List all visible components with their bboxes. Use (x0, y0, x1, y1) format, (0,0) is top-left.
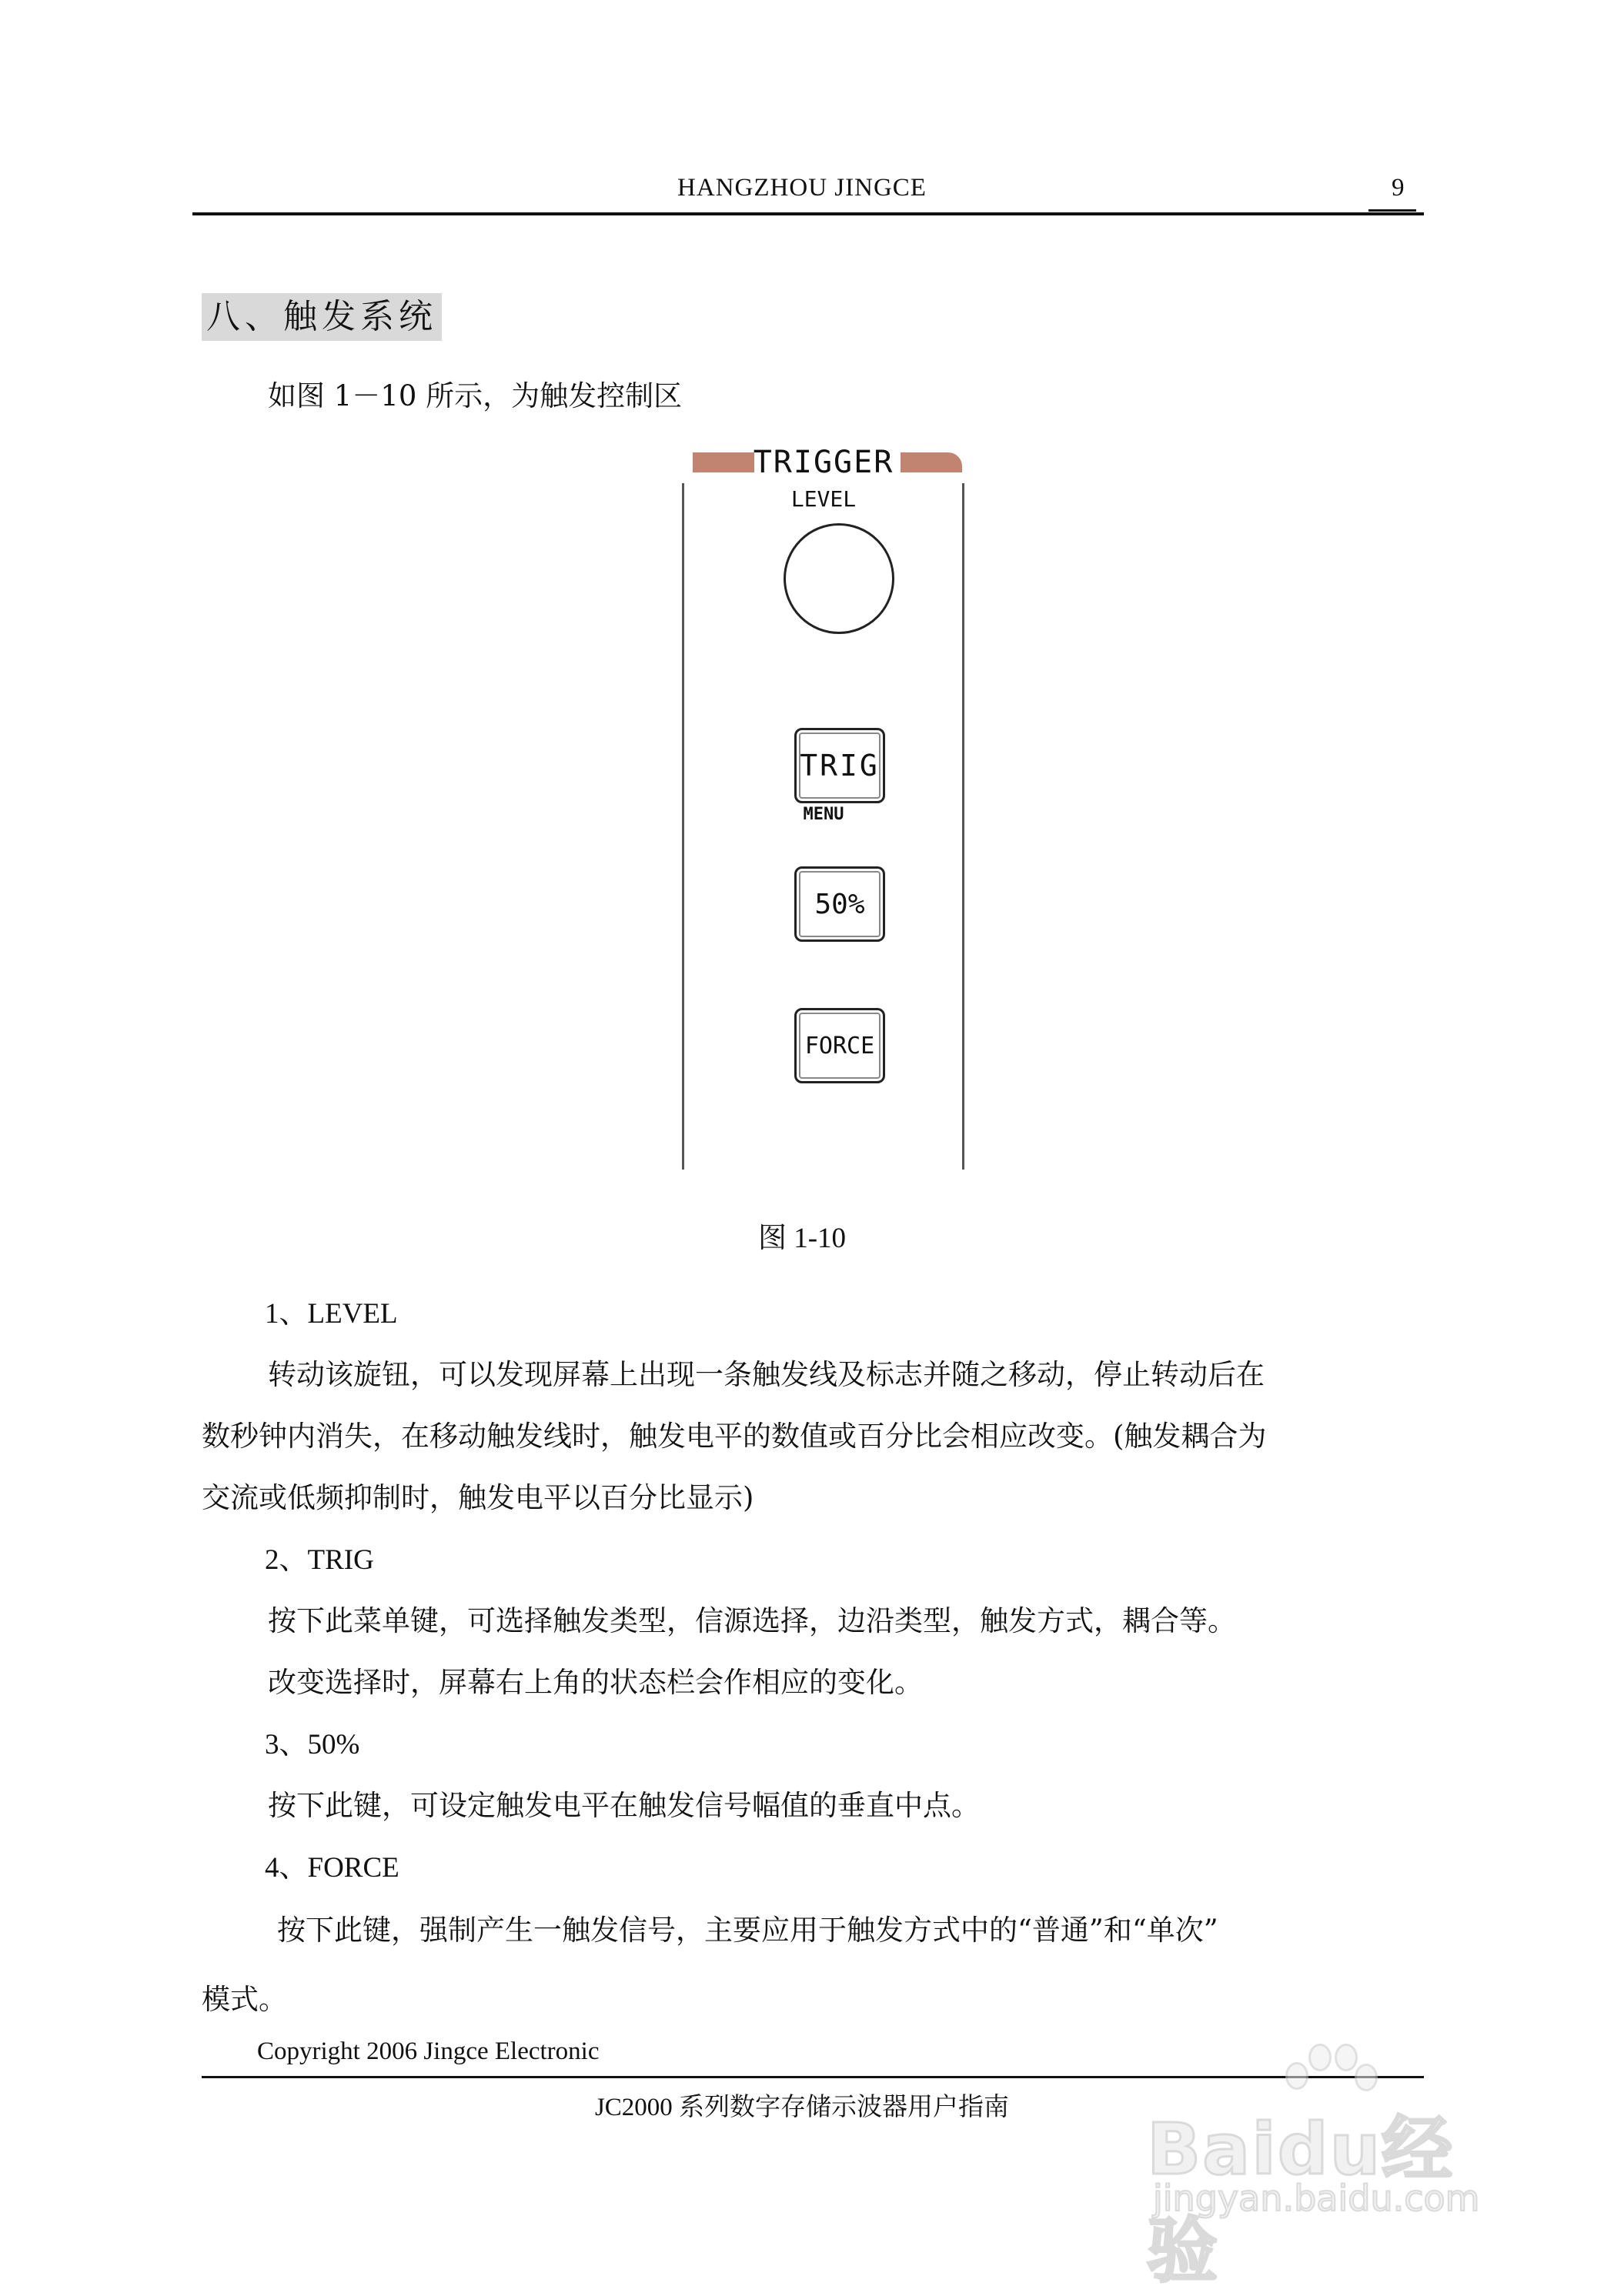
item-text-line: 模式。 (202, 1983, 287, 2016)
watermark-url: jingyan.baidu.com (1153, 2178, 1480, 2219)
item-text-line: 按下此键，强制产生一触发信号，主要应用于触发方式中的“普通”和“单次” (277, 1914, 1218, 1947)
panel-border-right (962, 483, 964, 1170)
item-text-line: 改变选择时，屏幕右上角的状态栏会作相应的变化。 (268, 1666, 923, 1699)
copyright-notice: Copyright 2006 Jingce Electronic (257, 2037, 600, 2065)
panel-title: TRIGGER (753, 445, 894, 480)
header-page-underline (1368, 209, 1416, 212)
item-text-line: 按下此菜单键，可选择触发类型，信源选择，边沿类型，触发方式，耦合等。 (268, 1604, 1236, 1637)
baidu-watermark (1147, 2039, 1501, 2292)
trig-button-sublabel: MENU (803, 805, 844, 824)
item-text-line: 转动该旋钮，可以发现屏幕上出现一条触发线及标志并随之移动，停止转动后在 (268, 1358, 1265, 1391)
footer-title: JC2000 系列数字存储示波器用户指南 (594, 2094, 1010, 2121)
item-text-line: 按下此键，可设定触发电平在触发信号幅值的垂直中点。 (268, 1789, 980, 1822)
level-knob-icon (784, 523, 894, 634)
item-text-line: 数秒钟内消失，在移动触发线时，触发电平的数值或百分比会相应改变。(触发耦合为 (202, 1420, 1267, 1453)
header-rule (192, 212, 1424, 215)
item-heading-fifty: 3、50% (265, 1729, 360, 1760)
panel-border-left (682, 483, 684, 1170)
watermark-logo: Baidu经验 (1147, 2108, 1455, 2292)
force-button-illustration: FORCE (794, 1008, 885, 1083)
item-heading-trig: 2、TRIG (265, 1544, 374, 1576)
item-heading-level: 1、LEVEL (265, 1298, 398, 1330)
trig-button-illustration: TRIG (794, 728, 885, 803)
trigger-panel-figure (670, 439, 977, 1170)
page-number: 9 (1392, 174, 1405, 202)
figure-caption: 图 1-10 (757, 1223, 847, 1254)
knob-label: LEVEL (790, 486, 857, 512)
item-text-line: 交流或低频抑制时，触发电平以百分比显示) (202, 1481, 754, 1514)
running-header: HANGZHOU JINGCE (677, 174, 927, 202)
section-intro: 如图 1－10 所示，为触发控制区 (268, 379, 683, 412)
item-heading-force: 4、FORCE (265, 1852, 399, 1884)
section-title: 八、触发系统 (202, 293, 442, 341)
fifty-percent-button-illustration: 50% (794, 866, 885, 942)
